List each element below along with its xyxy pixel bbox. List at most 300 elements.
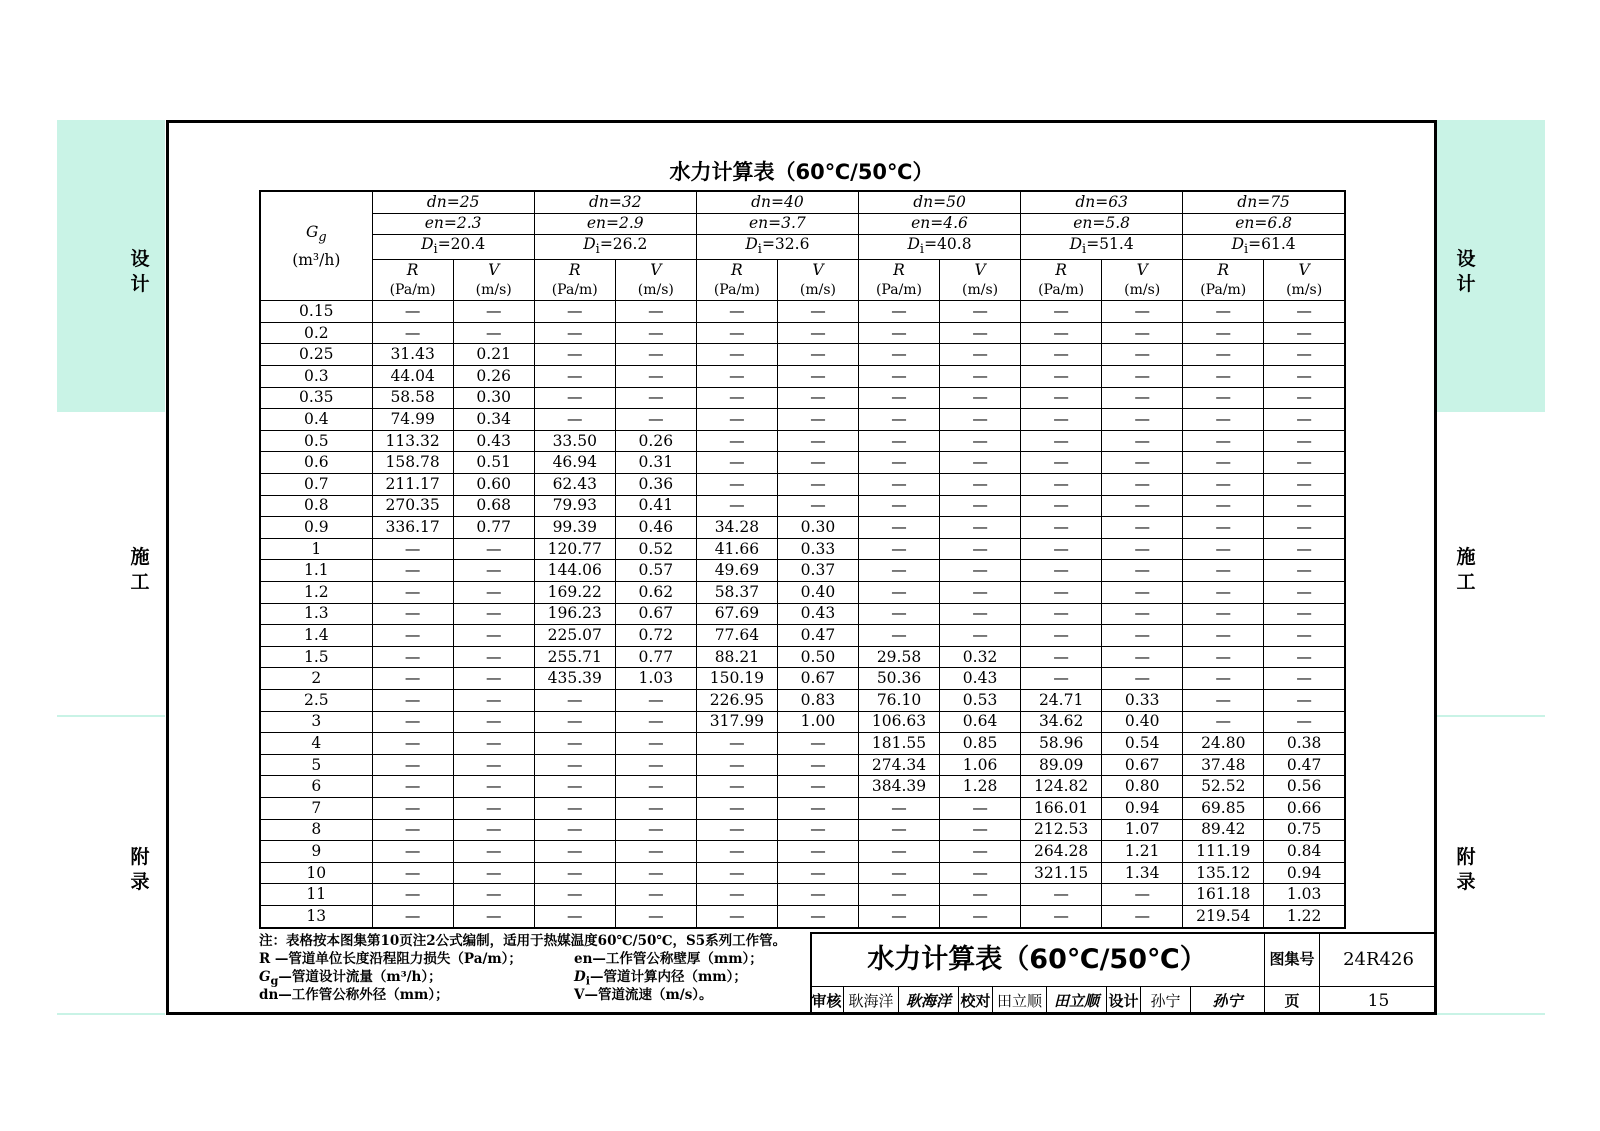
flow-cell: 0.2 <box>260 322 372 344</box>
v-cell: — <box>777 322 858 344</box>
r-cell: — <box>372 301 453 323</box>
di-subscript: i <box>1082 242 1087 258</box>
table-row <box>260 301 1345 323</box>
table-row <box>260 560 1345 582</box>
v-cell: 0.40 <box>1102 711 1183 733</box>
r-cell: 44.04 <box>372 366 453 388</box>
table-row <box>260 452 1345 474</box>
r-cell: 144.06 <box>534 560 615 582</box>
v-header-2 <box>777 260 858 301</box>
r-cell: — <box>1021 301 1102 323</box>
gg-subscript: g <box>318 230 327 246</box>
note-gg-def <box>259 969 442 988</box>
table-row <box>260 905 1345 927</box>
flow-cell: 0.9 <box>260 517 372 539</box>
table-row <box>260 538 1345 560</box>
v-cell: — <box>453 862 534 884</box>
r-symbol: R <box>731 260 743 279</box>
r-cell: — <box>858 495 939 517</box>
r-cell: 124.82 <box>1021 776 1102 798</box>
r-cell: — <box>372 905 453 927</box>
v-cell: 0.80 <box>1102 776 1183 798</box>
note-r-def: R —管道单位长度沿程阻力损失（Pa/m）； <box>259 951 522 967</box>
r-cell: — <box>534 884 615 906</box>
v-cell: 0.75 <box>1264 819 1345 841</box>
v-cell: — <box>940 884 1021 906</box>
v-cell: — <box>1264 322 1345 344</box>
r-cell: — <box>858 582 939 604</box>
r-cell: — <box>372 560 453 582</box>
r-cell: — <box>534 841 615 863</box>
table-row <box>260 322 1345 344</box>
r-cell: — <box>1183 689 1264 711</box>
r-cell: 58.58 <box>372 387 453 409</box>
table-row <box>260 646 1345 668</box>
v-cell: 1.22 <box>1264 905 1345 927</box>
r-cell: — <box>858 366 939 388</box>
r-cell: 120.77 <box>534 538 615 560</box>
r-cell: — <box>534 322 615 344</box>
r-cell: — <box>534 711 615 733</box>
v-cell: 1.00 <box>777 711 858 733</box>
v-cell: 0.47 <box>777 625 858 647</box>
r-cell: — <box>1021 582 1102 604</box>
di-header-1 <box>534 235 696 260</box>
r-symbol: R <box>893 260 905 279</box>
flow-cell: 0.25 <box>260 344 372 366</box>
v-header-4 <box>1102 260 1183 301</box>
v-unit: (m/s) <box>475 281 512 298</box>
r-cell: 41.66 <box>696 538 777 560</box>
r-cell: — <box>1183 646 1264 668</box>
v-cell: 0.33 <box>1102 689 1183 711</box>
v-cell: — <box>1102 668 1183 690</box>
v-cell: — <box>1264 301 1345 323</box>
v-cell: — <box>453 819 534 841</box>
flow-cell: 0.15 <box>260 301 372 323</box>
r-cell: 88.21 <box>696 646 777 668</box>
check-signature: 田立顺 <box>1047 987 1107 1015</box>
flow-cell: 7 <box>260 797 372 819</box>
di-header-2 <box>696 235 858 260</box>
r-header-1 <box>534 260 615 301</box>
di-subscript: i <box>757 242 762 258</box>
r-cell: 336.17 <box>372 517 453 539</box>
note-v-def: V—管道流速（m/s）。 <box>574 987 713 1003</box>
r-cell: — <box>1021 538 1102 560</box>
v-cell: — <box>453 776 534 798</box>
design-name: 孙宁 <box>1141 987 1191 1015</box>
v-cell: 0.83 <box>777 689 858 711</box>
di-symbol: D <box>907 235 920 254</box>
v-cell: — <box>453 711 534 733</box>
r-unit: (Pa/m) <box>389 281 436 298</box>
r-cell: — <box>696 322 777 344</box>
flow-cell: 4 <box>260 733 372 755</box>
right-divider-2 <box>1437 1013 1545 1015</box>
v-cell: 0.67 <box>777 668 858 690</box>
v-cell: — <box>940 517 1021 539</box>
table-row <box>260 366 1345 388</box>
left-divider-1 <box>57 715 165 717</box>
v-cell: — <box>615 754 696 776</box>
v-cell: — <box>615 366 696 388</box>
v-cell: — <box>615 776 696 798</box>
flow-cell: 0.6 <box>260 452 372 474</box>
di-subscript: i <box>595 242 600 258</box>
table-row <box>260 711 1345 733</box>
r-cell: — <box>1183 625 1264 647</box>
table-row <box>260 819 1345 841</box>
v-cell: 0.68 <box>453 495 534 517</box>
r-cell: — <box>534 776 615 798</box>
r-cell: — <box>858 819 939 841</box>
v-cell: — <box>1264 603 1345 625</box>
v-cell: — <box>1102 517 1183 539</box>
gg-symbol: G <box>305 223 319 242</box>
di-symbol: D <box>583 235 596 254</box>
flow-cell: 0.5 <box>260 430 372 452</box>
r-cell: — <box>1021 322 1102 344</box>
v-cell: — <box>1264 366 1345 388</box>
v-cell: 1.03 <box>1264 884 1345 906</box>
v-cell: 1.03 <box>615 668 696 690</box>
v-cell: — <box>1102 582 1183 604</box>
v-cell: — <box>940 819 1021 841</box>
v-symbol: V <box>1136 260 1148 279</box>
r-cell: — <box>858 322 939 344</box>
r-cell: — <box>858 905 939 927</box>
v-cell: — <box>1102 474 1183 496</box>
flow-cell: 1.3 <box>260 603 372 625</box>
v-cell: 1.28 <box>940 776 1021 798</box>
di-symbol: D <box>1231 235 1244 254</box>
v-cell: — <box>453 582 534 604</box>
r-header-2 <box>696 260 777 301</box>
v-cell: 0.67 <box>615 603 696 625</box>
r-cell: — <box>858 862 939 884</box>
r-cell: — <box>1183 711 1264 733</box>
r-unit: (Pa/m) <box>1200 281 1247 298</box>
dn-header-5: dn=75 <box>1183 191 1345 213</box>
r-cell: 211.17 <box>372 474 453 496</box>
r-cell: 169.22 <box>534 582 615 604</box>
v-symbol: V <box>812 260 824 279</box>
v-cell: — <box>615 689 696 711</box>
r-cell: — <box>372 754 453 776</box>
r-cell: — <box>534 301 615 323</box>
v-cell: 0.41 <box>615 495 696 517</box>
v-cell: — <box>1102 387 1183 409</box>
r-cell: — <box>372 884 453 906</box>
flow-cell: 1.4 <box>260 625 372 647</box>
r-cell: — <box>858 430 939 452</box>
r-cell: — <box>372 711 453 733</box>
review-label: 审核 <box>810 987 844 1015</box>
table-row <box>260 582 1345 604</box>
v-cell: — <box>1102 646 1183 668</box>
flow-cell: 1.5 <box>260 646 372 668</box>
v-cell: 0.21 <box>453 344 534 366</box>
di-header-5 <box>1183 235 1345 260</box>
v-cell: — <box>940 625 1021 647</box>
v-symbol: V <box>1298 260 1310 279</box>
r-cell: — <box>858 344 939 366</box>
v-cell: — <box>1264 538 1345 560</box>
v-cell: — <box>1264 646 1345 668</box>
r-cell: — <box>696 776 777 798</box>
r-cell: — <box>1021 366 1102 388</box>
v-cell: — <box>777 797 858 819</box>
v-cell: 1.07 <box>1102 819 1183 841</box>
r-cell: — <box>1021 884 1102 906</box>
flow-cell: 2 <box>260 668 372 690</box>
v-cell: — <box>940 409 1021 431</box>
r-cell: 24.71 <box>1021 689 1102 711</box>
r-cell: 106.63 <box>858 711 939 733</box>
r-cell: 24.80 <box>1183 733 1264 755</box>
r-cell: — <box>1021 452 1102 474</box>
r-cell: — <box>1183 409 1264 431</box>
v-cell: 0.40 <box>777 582 858 604</box>
r-cell: — <box>1021 517 1102 539</box>
r-header-3 <box>858 260 939 301</box>
dn-header-1: dn=32 <box>534 191 696 213</box>
table-row <box>260 884 1345 906</box>
di-value: =51.4 <box>1086 235 1134 254</box>
di-value: =32.6 <box>761 235 810 254</box>
v-cell: — <box>615 711 696 733</box>
r-cell: — <box>696 452 777 474</box>
r-cell: — <box>534 905 615 927</box>
note-dn-def: dn—工作管公称外径（mm）； <box>259 987 449 1003</box>
v-cell: — <box>777 430 858 452</box>
r-cell: — <box>1183 430 1264 452</box>
di-header-0 <box>372 235 534 260</box>
r-cell: 46.94 <box>534 452 615 474</box>
r-cell: 321.15 <box>1021 862 1102 884</box>
right-label-design: 设计 <box>1456 248 1476 295</box>
v-cell: 0.64 <box>940 711 1021 733</box>
v-cell: — <box>615 819 696 841</box>
r-cell: — <box>1021 905 1102 927</box>
r-cell: — <box>1183 582 1264 604</box>
flow-cell: 0.7 <box>260 474 372 496</box>
r-cell: — <box>696 841 777 863</box>
v-cell: 0.34 <box>453 409 534 431</box>
v-cell: 0.43 <box>453 430 534 452</box>
v-cell: — <box>777 776 858 798</box>
v-cell: — <box>940 862 1021 884</box>
di-symbol: D <box>1069 235 1083 254</box>
flow-cell: 0.3 <box>260 366 372 388</box>
notes <box>259 932 786 1004</box>
v-cell: — <box>940 560 1021 582</box>
r-cell: — <box>1021 560 1102 582</box>
v-cell: — <box>1102 452 1183 474</box>
r-cell: — <box>696 344 777 366</box>
dn-header-2: dn=40 <box>696 191 858 213</box>
v-cell: — <box>1102 625 1183 647</box>
r-cell: — <box>534 409 615 431</box>
r-cell: — <box>1183 322 1264 344</box>
design-label: 设计 <box>1107 987 1141 1015</box>
v-cell: 0.67 <box>1102 754 1183 776</box>
v-cell: — <box>940 905 1021 927</box>
table-row <box>260 430 1345 452</box>
r-cell: — <box>372 322 453 344</box>
v-cell: 0.72 <box>615 625 696 647</box>
r-cell: — <box>696 495 777 517</box>
review-signature: 耿海洋 <box>899 987 959 1015</box>
v-cell: — <box>777 387 858 409</box>
r-cell: 435.39 <box>534 668 615 690</box>
left-label-design: 设计 <box>130 248 150 295</box>
table-row <box>260 474 1345 496</box>
v-cell: 0.54 <box>1102 733 1183 755</box>
r-cell: — <box>372 776 453 798</box>
v-cell: 0.30 <box>453 387 534 409</box>
v-unit: (m/s) <box>1286 281 1323 298</box>
v-cell: — <box>1264 387 1345 409</box>
v-cell: — <box>940 495 1021 517</box>
r-cell: 33.50 <box>534 430 615 452</box>
r-cell: — <box>1021 387 1102 409</box>
v-cell: — <box>777 905 858 927</box>
r-cell: — <box>696 862 777 884</box>
v-unit: (m/s) <box>637 281 674 298</box>
v-cell: — <box>453 560 534 582</box>
v-cell: 0.26 <box>453 366 534 388</box>
di-header-4 <box>1021 235 1183 260</box>
v-cell: — <box>940 430 1021 452</box>
r-cell: 89.09 <box>1021 754 1102 776</box>
rv-header-row <box>260 260 1345 301</box>
table-row <box>260 841 1345 863</box>
v-cell: — <box>940 797 1021 819</box>
v-cell: 1.21 <box>1102 841 1183 863</box>
en-header-0: en=2.3 <box>372 213 534 235</box>
v-cell: 0.26 <box>615 430 696 452</box>
r-unit: (Pa/m) <box>1038 281 1085 298</box>
r-cell: 264.28 <box>1021 841 1102 863</box>
r-cell: — <box>372 668 453 690</box>
v-header-3 <box>940 260 1021 301</box>
flow-cell: 3 <box>260 711 372 733</box>
v-cell: — <box>453 797 534 819</box>
v-cell: — <box>940 387 1021 409</box>
en-header-5: en=6.8 <box>1183 213 1345 235</box>
r-cell: 317.99 <box>696 711 777 733</box>
r-cell: 50.36 <box>858 668 939 690</box>
v-cell: — <box>1264 560 1345 582</box>
r-cell: 161.18 <box>1183 884 1264 906</box>
table-header <box>260 191 1345 301</box>
r-unit: (Pa/m) <box>713 281 760 298</box>
v-cell: — <box>1264 495 1345 517</box>
title-block-title: 水力计算表（60℃/50℃） <box>810 932 1265 987</box>
r-cell: — <box>372 797 453 819</box>
r-cell: — <box>696 474 777 496</box>
v-cell: 0.77 <box>615 646 696 668</box>
di-subscript: i <box>1244 242 1249 258</box>
r-cell: — <box>696 409 777 431</box>
v-cell: — <box>940 322 1021 344</box>
r-cell: — <box>372 582 453 604</box>
r-cell: 29.58 <box>858 646 939 668</box>
v-cell: 0.47 <box>1264 754 1345 776</box>
r-cell: 76.10 <box>858 689 939 711</box>
v-cell: 0.37 <box>777 560 858 582</box>
r-cell: 31.43 <box>372 344 453 366</box>
r-cell: — <box>1183 560 1264 582</box>
r-unit: (Pa/m) <box>551 281 598 298</box>
di-value: =20.4 <box>437 235 486 254</box>
v-cell: — <box>615 733 696 755</box>
r-cell: — <box>372 689 453 711</box>
v-cell: — <box>777 495 858 517</box>
v-cell: — <box>1264 582 1345 604</box>
v-cell: 0.38 <box>1264 733 1345 755</box>
r-cell: — <box>1021 409 1102 431</box>
v-cell: — <box>1264 625 1345 647</box>
v-cell: 0.84 <box>1264 841 1345 863</box>
r-cell: — <box>696 430 777 452</box>
di-header-3 <box>858 235 1020 260</box>
r-cell: 111.19 <box>1183 841 1264 863</box>
r-symbol: R <box>406 260 419 279</box>
r-cell: — <box>858 797 939 819</box>
note-di-rest: —管道计算内径（mm）； <box>590 969 747 985</box>
table-row <box>260 797 1345 819</box>
r-cell: — <box>858 517 939 539</box>
note-gg-symbol: G <box>259 969 271 985</box>
r-cell: — <box>696 754 777 776</box>
di-subscript: i <box>919 242 925 258</box>
r-cell: 225.07 <box>534 625 615 647</box>
r-cell: 37.48 <box>1183 754 1264 776</box>
v-cell: — <box>777 884 858 906</box>
r-unit: (Pa/m) <box>875 281 923 298</box>
table-row <box>260 668 1345 690</box>
v-cell: 0.31 <box>615 452 696 474</box>
right-divider-1 <box>1437 715 1545 717</box>
di-value: =61.4 <box>1248 235 1296 254</box>
v-cell: — <box>615 409 696 431</box>
left-divider-2 <box>57 1013 165 1015</box>
v-cell: — <box>1264 668 1345 690</box>
r-cell: — <box>534 862 615 884</box>
v-cell: — <box>777 301 858 323</box>
v-unit: (m/s) <box>962 281 999 298</box>
v-cell: — <box>1264 409 1345 431</box>
r-cell: 52.52 <box>1183 776 1264 798</box>
v-cell: — <box>615 905 696 927</box>
r-cell: — <box>1021 646 1102 668</box>
v-cell: — <box>777 474 858 496</box>
v-cell: — <box>1102 884 1183 906</box>
v-cell: — <box>1102 409 1183 431</box>
v-cell: — <box>940 452 1021 474</box>
r-cell: — <box>534 733 615 755</box>
flow-cell: 11 <box>260 884 372 906</box>
r-cell: — <box>858 603 939 625</box>
table-row <box>260 776 1345 798</box>
r-header-0 <box>372 260 453 301</box>
r-cell: — <box>1183 344 1264 366</box>
r-cell: — <box>534 689 615 711</box>
v-cell: 1.06 <box>940 754 1021 776</box>
